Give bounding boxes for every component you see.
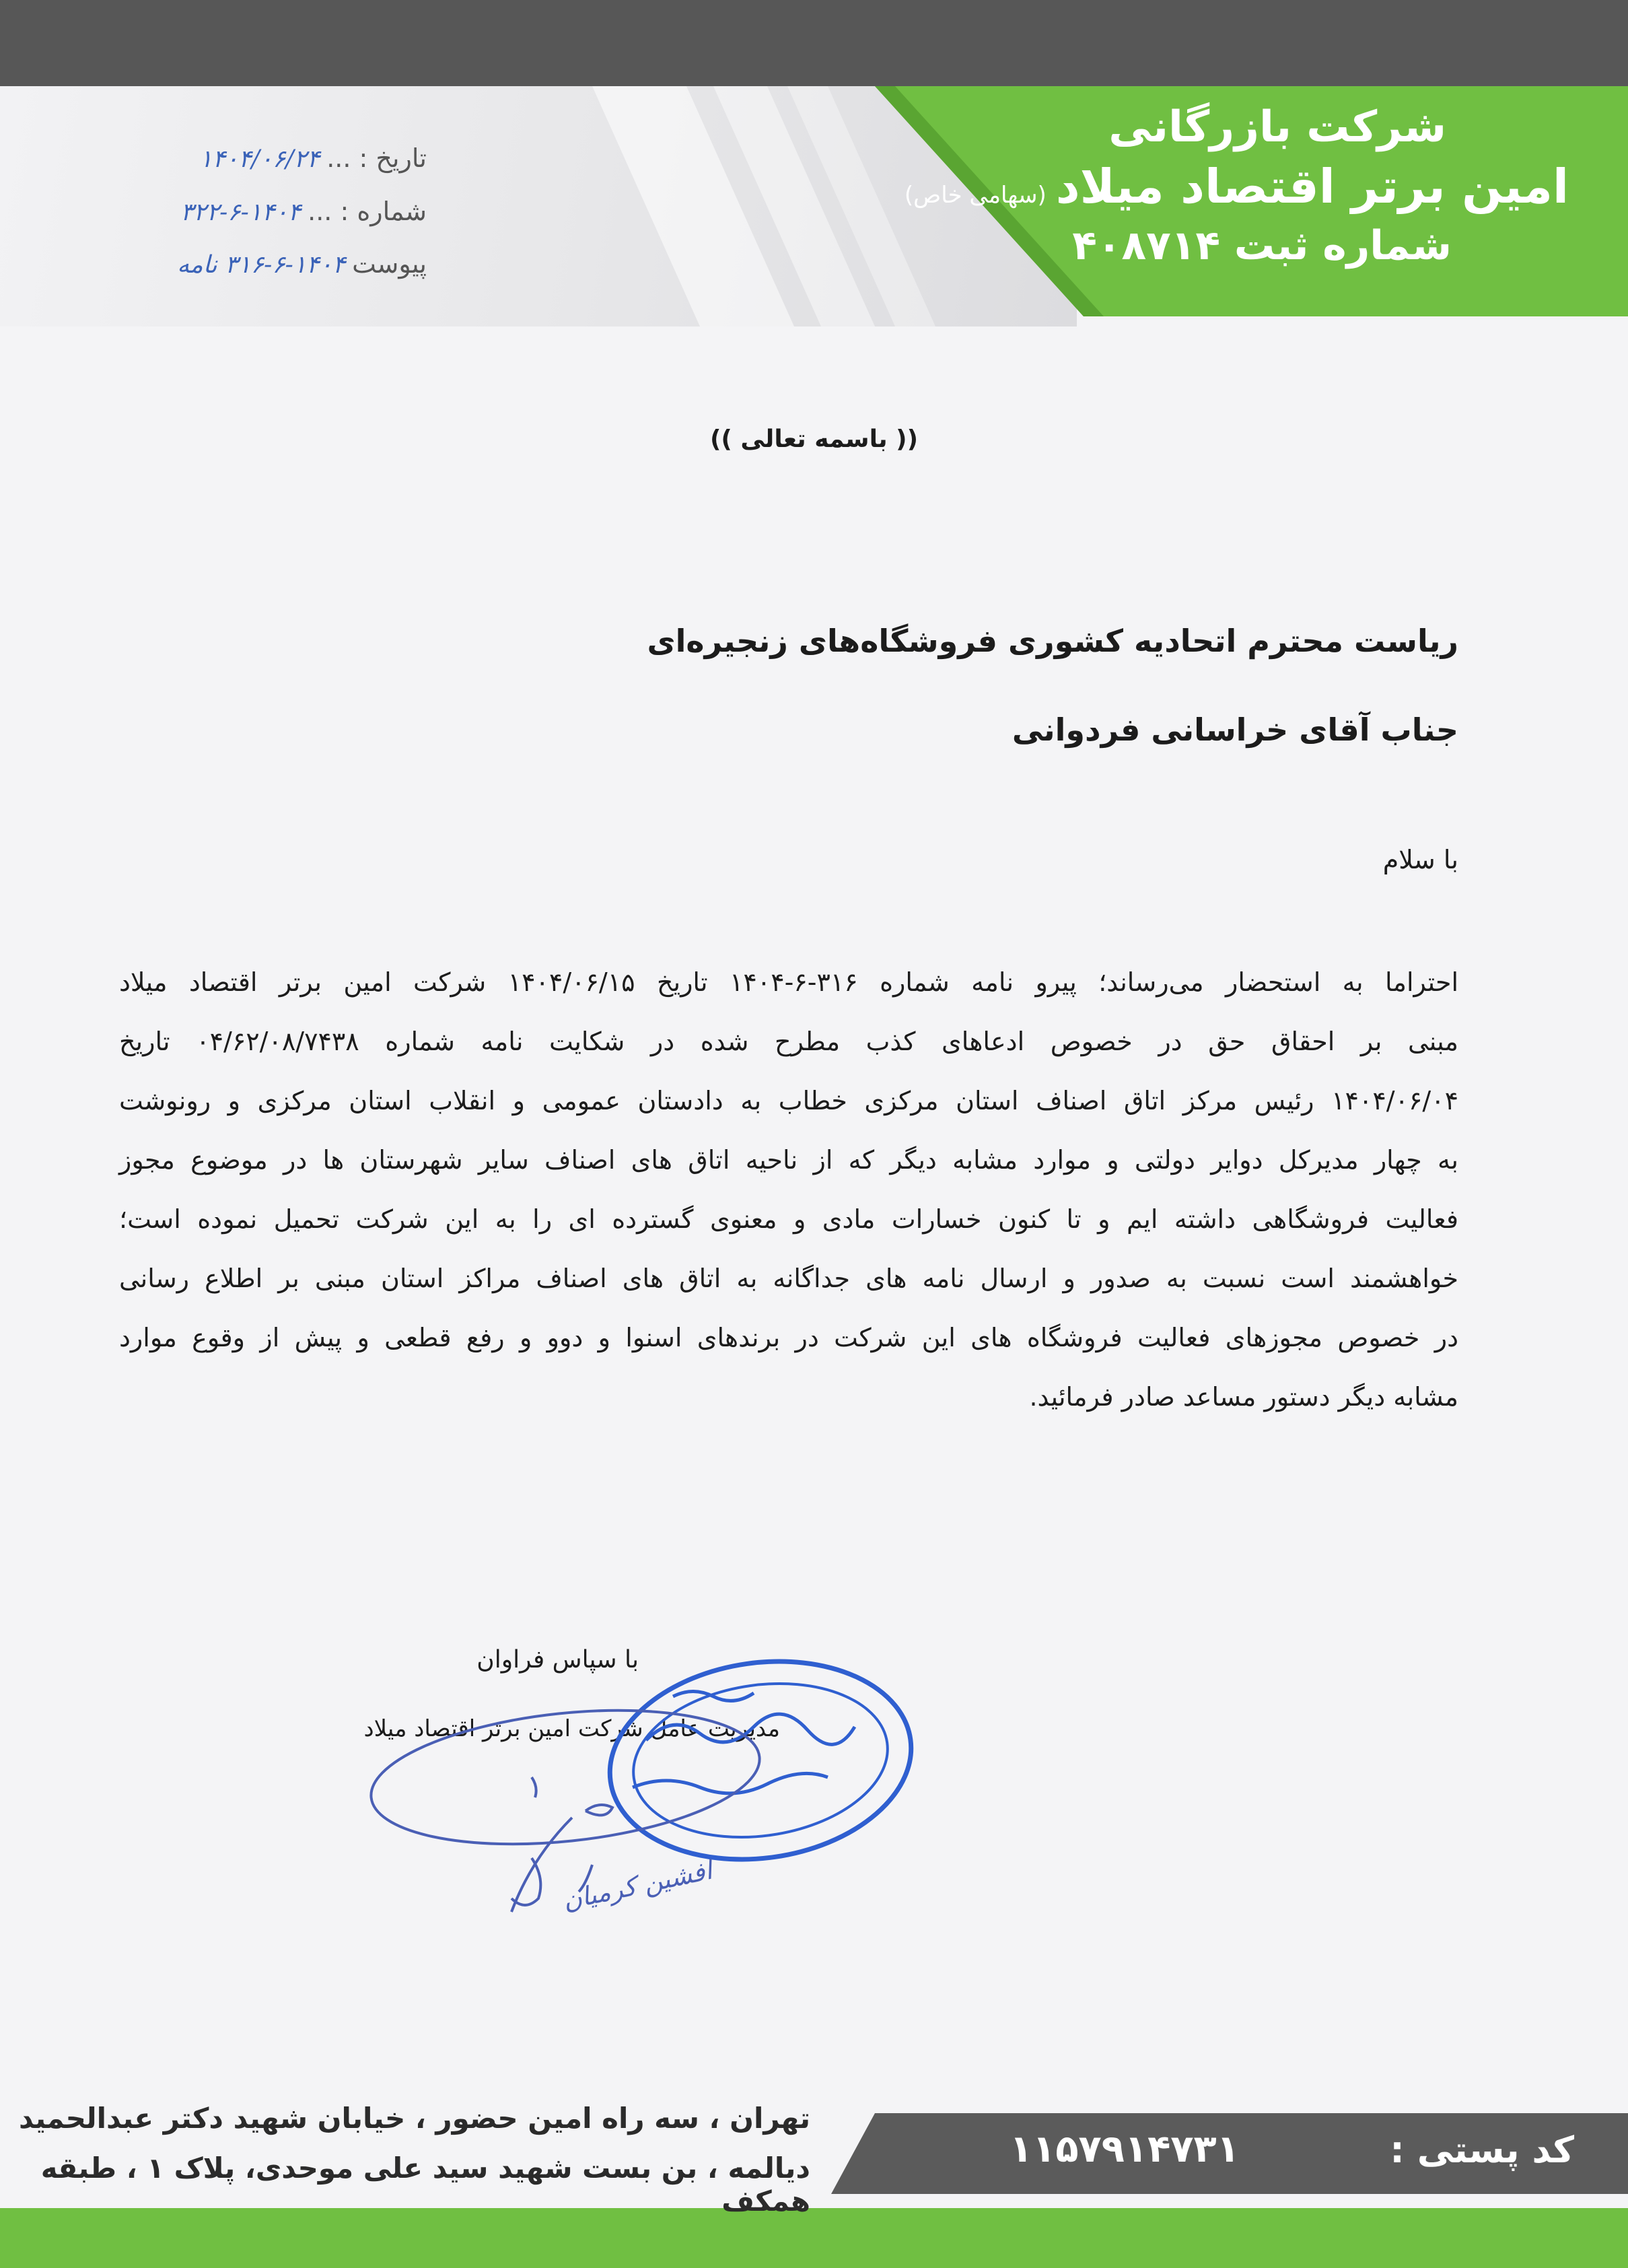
postal-code-value: ۱۱۵۷۹۱۴۷۳۱	[1010, 2127, 1240, 2171]
number-label: شماره : ...	[308, 197, 427, 226]
address-line1: تهران ، سه راه امین حضور ، خیابان شهید دکتر عبدالحمید	[19, 2102, 810, 2135]
body-line: مشابه دیگر دستور مساعد صادر فرمائید.	[1029, 1382, 1458, 1412]
attachment-label: پیوست	[352, 249, 427, 279]
body-line: خواهشمند است نسبت به صدور و ارسال نامه های جداگانه به اتاق های اصناف مراکز استان مبنی بر اطلاع رسانی	[119, 1264, 1458, 1293]
company-name-main: امین برتر اقتصاد میلاد	[1055, 159, 1569, 214]
date-value: ۱۴۰۴/۰۶/۲۴	[199, 145, 320, 173]
date-label: تاریخ : ...	[326, 143, 427, 173]
salutation: با سلام	[1382, 845, 1458, 874]
closing-thanks: با سپاس فراوان	[476, 1646, 639, 1674]
recipient-name: جناب آقای خراسانی فردوانی	[1012, 712, 1458, 748]
postal-code-label: کد پستی :	[1390, 2129, 1574, 2171]
basmala-heading: (( باسمه تعالی ))	[709, 425, 919, 453]
number-value: ۱۴۰۴-۶-۳۲۲	[180, 199, 302, 226]
body-line: مبنی بر احقاق حق در خصوص ادعاهای کذب مطرح شده در شکایت نامه شماره ۰۴/۶۲/۰۸/۷۴۳۸ تاریخ	[119, 1027, 1458, 1056]
footer-wedge-shape	[831, 2113, 915, 2194]
body-line: ۱۴۰۴/۰۶/۰۴ رئیس مرکز اتاق اصناف استان مرکزی خطاب به دادستان عمومی و انقلاب استان مرکزی و رونوشت	[119, 1086, 1458, 1115]
signer-title: مدیریت عامل شرکت امین برتر اقتصاد میلاد	[363, 1715, 780, 1742]
body-line: در خصوص مجوزهای فعالیت فروشگاه های این شرکت در برندهای اسنوا و دوو و رفع قطعی و پیش از وقوع موارد	[119, 1323, 1458, 1352]
company-type: (سهامی خاص)	[904, 182, 1047, 209]
recipient-title: ریاست محترم اتحادیه کشوری فروشگاه‌های زنجیره‌ای	[647, 623, 1458, 659]
company-registration: شماره ثبت ۴۰۸۷۱۴	[1072, 222, 1452, 269]
body-line: به چهار مدیرکل دوایر دولتی و موارد مشابه دیگر که از ناحیه اتاق های اصناف سایر شهرستان ها در موضوع مجوز	[119, 1145, 1458, 1175]
body-line: فعالیت فروشگاهی داشته ایم و تا کنون خسارات مادی و معنوی گسترده ای را به این شرکت تحمیل نموده است؛	[119, 1204, 1458, 1234]
signature-handwriting: افشین کرمیان	[560, 1855, 715, 1916]
address-line2: دیالمه ، بن بست شهید سید علی موحدی، پلاک ۱ ، طبقه همکف	[40, 2152, 810, 2218]
body-line: احتراما به استحضار می‌رساند؛ پیرو نامه شماره ۳۱۶-۶-۱۴۰۴ تاریخ ۱۴۰۴/۰۶/۱۵ شرکت امین برتر اقتصاد میلاد	[119, 967, 1458, 997]
attachment-value: ۱۴۰۴-۶-۳۱۶ نامه	[177, 251, 346, 279]
company-name-line1: شرکت بازرگانی	[1108, 102, 1446, 152]
